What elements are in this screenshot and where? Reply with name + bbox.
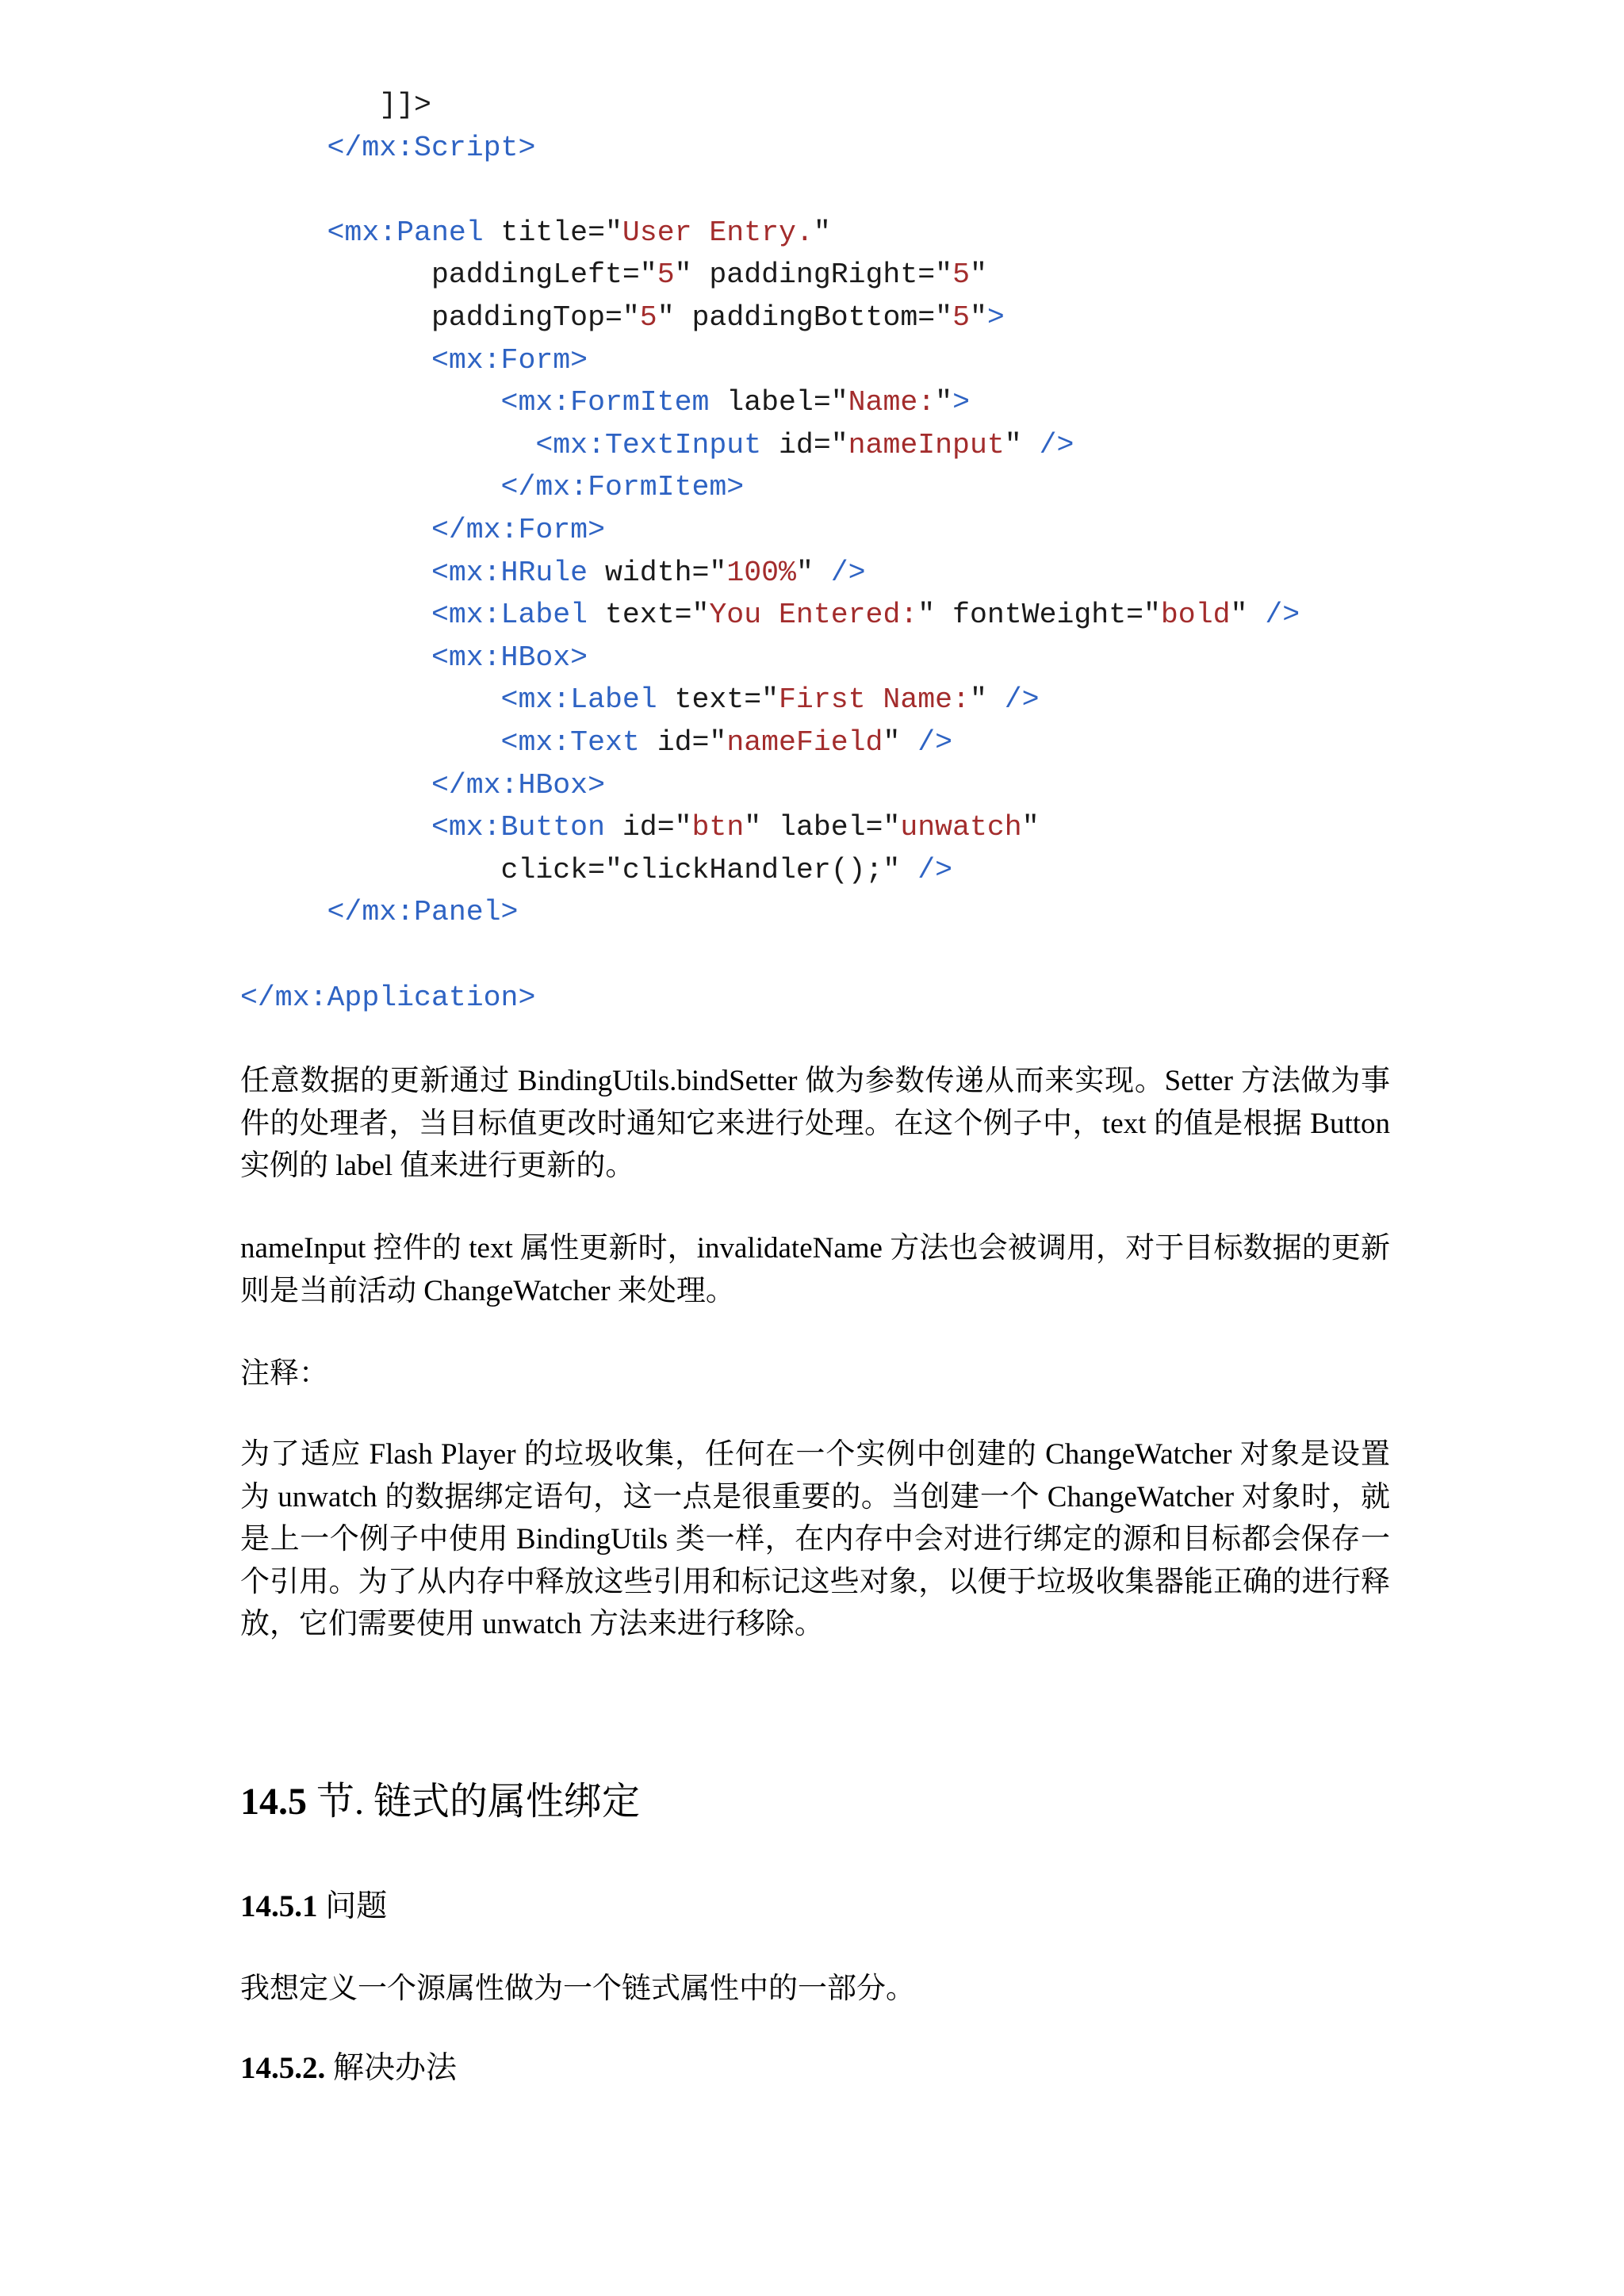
code-token: 5 bbox=[657, 258, 675, 292]
code-token: id=" bbox=[604, 811, 692, 844]
subsection-number-problem: 14.5.1 bbox=[240, 1889, 318, 1923]
subsection-heading-problem bbox=[240, 1885, 387, 1928]
code-line bbox=[240, 84, 431, 127]
code-token: title=" bbox=[483, 216, 622, 249]
code-token: </mx:FormItem> bbox=[240, 471, 745, 504]
subsection-heading-solution bbox=[240, 2047, 457, 2090]
code-token: /> bbox=[917, 726, 953, 759]
code-token: width=" bbox=[588, 556, 727, 589]
code-token: " bbox=[1004, 428, 1040, 461]
code-token: " bbox=[883, 726, 918, 759]
code-token: <mx:Label bbox=[240, 599, 588, 632]
code-token: /> bbox=[917, 853, 953, 886]
code-token: " bbox=[1021, 811, 1040, 844]
code-token: 5 bbox=[952, 301, 970, 334]
code-token: /> bbox=[1039, 428, 1074, 461]
code-line bbox=[240, 977, 535, 1020]
code-token: You Entered: bbox=[709, 599, 918, 632]
code-token: ]]> bbox=[240, 89, 431, 121]
code-token: " bbox=[969, 258, 987, 292]
code-token: " bbox=[935, 386, 953, 419]
code-line bbox=[240, 466, 744, 509]
code-token: " bbox=[795, 556, 831, 589]
code-token: /> bbox=[1265, 599, 1300, 632]
code-token: id=" bbox=[761, 428, 848, 461]
code-token: paddingLeft=" bbox=[240, 258, 657, 292]
code-token: <mx:Panel bbox=[240, 216, 484, 249]
code-token: id=" bbox=[639, 726, 727, 759]
paragraph-problem: 我想定义一个源属性做为一个链式属性中的一部分。 bbox=[240, 1973, 915, 2005]
code-token: </mx:Form> bbox=[240, 514, 605, 546]
code-token: nameInput bbox=[848, 428, 1005, 461]
code-token: /> bbox=[830, 556, 866, 589]
code-token: </mx:Panel> bbox=[240, 896, 519, 929]
code-token: nameField bbox=[726, 726, 883, 759]
paragraph-note-body: 为了适应 Flash Player 的垃圾收集，任何在一个实例中创建的 ChangeWatcher 对象是设置为 unwatch 的数据绑定语句，这一点是很重要的。当创建一个 ChangeWatcher 对象时，就是上一个例子中使用 BindingUtils 类一样，在内存中会对进行绑定的源和目标都会保存一个引用。为了从内存中释放这些引用和标记这些对象，以便于垃圾收集器能正确的进行释放，它们需要使用 unwatch 方法来进行移除。 bbox=[240, 1438, 1390, 1640]
paragraph-bindsetter: 任意数据的更新通过 BindingUtils.bindSetter 做为参数传递从而来实现。Setter 方法做为事件的处理者，当目标值更改时通知它来进行处理。在这个例子中，text 的值是根据 Button 实例的 label 值来进行更新的。 bbox=[240, 1065, 1390, 1182]
code-token: /> bbox=[1004, 683, 1040, 717]
code-line bbox=[240, 127, 535, 170]
code-token: " paddingBottom=" bbox=[657, 301, 953, 334]
code-line bbox=[240, 594, 1300, 637]
code-token: " label=" bbox=[744, 811, 901, 844]
code-line bbox=[240, 212, 831, 254]
code-token: 5 bbox=[952, 258, 970, 292]
code-token: User Entry. bbox=[622, 216, 814, 249]
code-line bbox=[240, 806, 1040, 849]
subsection-title-problem: 问题 bbox=[317, 1889, 388, 1923]
code-token: " paddingRight=" bbox=[674, 258, 953, 292]
code-line bbox=[240, 891, 518, 934]
code-token: " fontWeight=" bbox=[917, 599, 1161, 632]
code-line bbox=[240, 721, 952, 764]
code-token: <mx:HRule bbox=[240, 556, 588, 589]
subsection-title-solution: 解决办法 bbox=[325, 2051, 458, 2085]
code-line bbox=[240, 339, 588, 382]
code-token: > bbox=[952, 386, 970, 419]
code-line bbox=[240, 637, 588, 679]
code-token: <mx:Label bbox=[240, 683, 657, 717]
code-line bbox=[240, 509, 605, 552]
code-token: 100% bbox=[726, 556, 796, 589]
paragraph-note-label: 注释： bbox=[240, 1357, 328, 1390]
code-token: </mx:HBox> bbox=[240, 768, 605, 802]
code-line bbox=[240, 254, 987, 297]
code-token: <mx:Text bbox=[240, 726, 640, 759]
code-token: </mx:Application> bbox=[240, 981, 536, 1014]
code-token: " bbox=[969, 301, 987, 334]
code-token: <mx:Button bbox=[240, 811, 605, 844]
code-token: " bbox=[969, 683, 1005, 717]
section-number: 14.5 bbox=[240, 1781, 307, 1823]
code-token: <mx:Form> bbox=[240, 343, 588, 377]
code-token: <mx:FormItem bbox=[240, 386, 710, 419]
code-token: label=" bbox=[709, 386, 848, 419]
code-token: text=" bbox=[588, 599, 710, 632]
code-line bbox=[240, 679, 1040, 721]
code-token: <mx:TextInput bbox=[240, 428, 762, 461]
code-token: paddingTop=" bbox=[240, 301, 640, 334]
code-token: btn bbox=[691, 811, 745, 844]
code-token: First Name: bbox=[779, 683, 970, 717]
code-token: Name: bbox=[848, 386, 936, 419]
code-token: " bbox=[813, 216, 831, 249]
subsection-number-solution: 14.5.2. bbox=[240, 2051, 326, 2085]
code-line bbox=[240, 381, 970, 424]
code-token: " bbox=[1230, 599, 1266, 632]
code-line bbox=[240, 552, 866, 595]
code-token: bold bbox=[1160, 599, 1231, 632]
paragraph-nameinput: nameInput 控件的 text 属性更新时，invalidateName 方法也会被调用，对于目标数据的更新则是当前活动 ChangeWatcher 来处理。 bbox=[240, 1232, 1390, 1307]
code-token: <mx:HBox> bbox=[240, 641, 588, 674]
code-line bbox=[240, 764, 605, 807]
code-token: click="clickHandler();" bbox=[240, 853, 918, 886]
code-line bbox=[240, 424, 1074, 467]
code-token: 5 bbox=[639, 301, 657, 334]
code-token: > bbox=[986, 301, 1005, 334]
code-token: text=" bbox=[657, 683, 779, 717]
code-token: </mx:Script> bbox=[240, 131, 536, 164]
code-line bbox=[240, 849, 952, 892]
code-line bbox=[240, 297, 1005, 339]
section-heading bbox=[240, 1778, 640, 1826]
section-title: 节. 链式的属性绑定 bbox=[307, 1781, 641, 1823]
code-token: unwatch bbox=[900, 811, 1022, 844]
